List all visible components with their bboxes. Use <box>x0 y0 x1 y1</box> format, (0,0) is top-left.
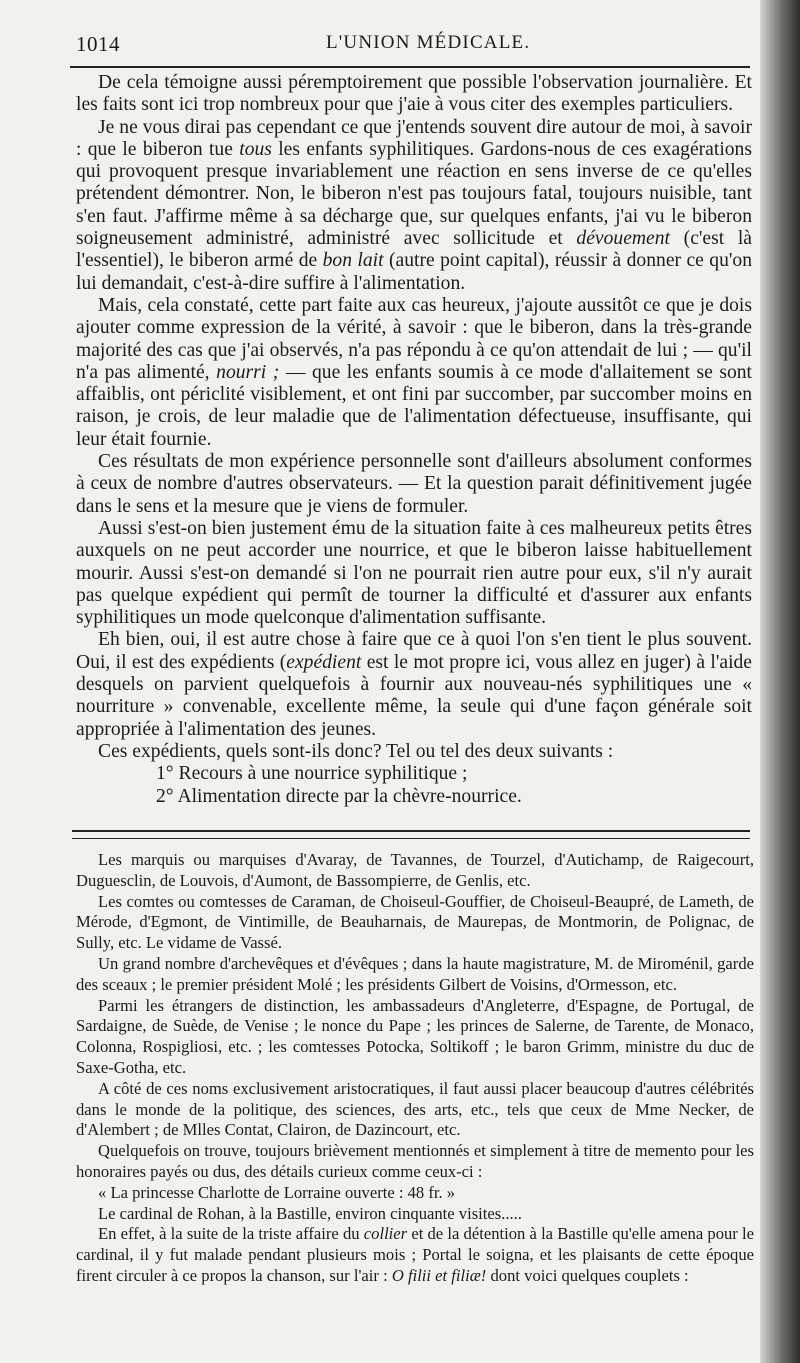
italic-text: dévouement <box>576 228 670 250</box>
footnote-paragraph: Le cardinal de Rohan, à la Bastille, environ cinquante visites..... <box>98 1203 522 1223</box>
footnote-paragraph: « La princesse Charlotte de Lorraine ouverte : 48 fr. » <box>98 1182 456 1202</box>
main-text <box>76 72 752 808</box>
book-spine-edge <box>760 0 800 1363</box>
list-item: 1° Recours à une nourrice syphilitique ; <box>156 763 468 785</box>
paragraph: Eh bien, oui, il est autre chose à faire que ce à quoi l'on s'en tient le plus souvent. Oui, il est des expédients (expédient est le mot propre ici, vous allez en juger) à l'aide desquels on parvient quelquefois à fournir aux nouveau-nés syphilitiques une « nourriture » convenable, excellente même, la seule qui d'une façon générale soit appropriée à l'alimentation des jeunes. <box>76 629 753 740</box>
paragraph: Ces expédients, quels sont-ils donc? Tel ou tel des deux suivants : <box>98 740 614 762</box>
footnote-paragraph: Les marquis ou marquises d'Avaray, de Tavannes, de Tourzel, d'Autichamp, de Raigecourt, Duguesclin, de Louvois, d'Aumont, de Bassompierre, de Genlis, etc. <box>76 850 754 890</box>
italic-text: expédient <box>286 651 362 673</box>
paragraph: Mais, cela constaté, cette part faite aux cas heureux, j'ajoute aussitôt ce que je dois ajouter comme expression de la vérité, à savoir : que le biberon, dans la très-grande majorité des cas que j'ai observés, n'a pas répondu à ce qu'on attendait de lui ; — qu'il n'a pas alimenté, nourri ; — que les enfants soumis à ce mode d'allaitement se sont affaiblis, ont périclité visiblement, et ont fini par succomber, par succomber moins en raison, je crois, de leur maladie que de l'alimentation défectueuse, insuffisante, qui leur était fournie. <box>76 294 752 450</box>
italic-text: collier <box>363 1224 408 1244</box>
italic-text: nourri ; <box>216 361 280 383</box>
footnote-paragraph: En effet, à la suite de la triste affaire du collier et de la détention à la Bastille qu'elle amena pour le cardinal, il y fut malade pendant plusieurs mois ; Portal le soigna, et les plaisants de cette époque firent circuler à ce propos la chanson, sur l'air : O filii et filiæ! dont voici quelques couplets : <box>76 1224 754 1285</box>
page-number: 1014 <box>76 32 120 56</box>
footnote-paragraph: Un grand nombre d'archevêques et d'évêques ; dans la haute magistrature, M. de Miroménil, garde des sceaux ; le premier président Molé ; les présidents Gilbert de Voisins, d'Ormesson, etc. <box>76 953 754 994</box>
footnote-paragraph: Parmi les étrangers de distinction, les ambassadeurs d'Angleterre, d'Espagne, de Portugal, de Sardaigne, de Suède, de Venise ; le nonce du Pape ; les princes de Salerne, de Tarente, de Monaco, Colonna, Rospigliosi, etc. ; les comtesses Potocka, Soltikoff ; le baron Grimm, ministre du duc de Saxe-Gotha, etc. <box>76 995 754 1077</box>
paragraph: Ces résultats de mon expérience personnelle sont d'ailleurs absolument conformes à ceux de nombre d'autres observateurs. — Et la question parait définitivement jugée dans le sens et la mesure que je viens de formuler. <box>76 451 752 517</box>
italic-text: tous <box>239 138 272 160</box>
footnote-paragraph: A côté de ces noms exclusivement aristocratiques, il faut aussi placer beaucoup d'autres célébrités dans le monde de la politique, des sciences, des arts, etc., tels que ceux de Mme Necker, de d'Alembert ; de Mlles Contat, Clairon, de Dazincourt, etc. <box>76 1078 754 1140</box>
paragraph: Aussi s'est-on bien justement ému de la situation faite à ces malheureux petits êtres auxquels on ne peut accorder une nourrice, et que le biberon laisse habituellement mourir. Aussi s'est-on demandé si l'on ne pourrait rien autre pour eux, s'il n'y aurait pas quelque expédient qui permît de tourner la difficulté et d'assurer aux enfants syphilitiques un mode quelconque d'alimentation suffisante. <box>76 517 752 629</box>
running-title: L'UNION MÉDICALE. <box>326 32 531 53</box>
paragraph: De cela témoigne aussi péremptoirement que possible l'observation journalière. Et les faits sont ici trop nombreux pour que j'aie à vous citer des exemples particuliers. <box>76 72 752 116</box>
italic-text: O filii et filiæ! <box>391 1265 487 1285</box>
italic-text: bon lait <box>322 250 384 272</box>
footnotes <box>76 850 754 1287</box>
header-rule <box>70 66 750 68</box>
section-divider <box>72 830 750 839</box>
list-item: 2° Alimentation directe par la chèvre-nourrice. <box>156 785 522 807</box>
footnote-paragraph: Quelquefois on trouve, toujours brièvement mentionnés et simplement à titre de memento pour les honoraires payés ou dus, des détails curieux comme ceux-ci : <box>76 1141 754 1181</box>
footnote-paragraph: Les comtes ou comtesses de Caraman, de Choiseul-Gouffier, de Choiseul-Beaupré, de Lameth, de Mérode, d'Egmont, de Vintimille, de Beauharnais, de Maurepas, de Montmorin, de Polignac, de Sully, etc. Le vidame de Vassé. <box>76 891 754 953</box>
paragraph: Je ne vous dirai pas cependant ce que j'entends souvent dire autour de moi, à savoir : que le biberon tue tous les enfants syphilitiques. Gardons-nous de ces exagérations qui provoquent presque invariablement une réaction en sens inverse de ce qu'elles prétendent démontrer. Non, le biberon n'est pas toujours fatal, toujours nuisible, tant s'en faut. J'affirme même à sa décharge que, sur quelques enfants, j'ai vu le biberon soigneusement administré, administré avec sollicitude et dévouement (c'est là l'essentiel), le biberon armé de bon lait (autre point capital), réussir à donner ce qu'on lui demandait, c'est-à-dire suffire à l'alimentation. <box>76 116 753 294</box>
page-header <box>76 26 748 60</box>
